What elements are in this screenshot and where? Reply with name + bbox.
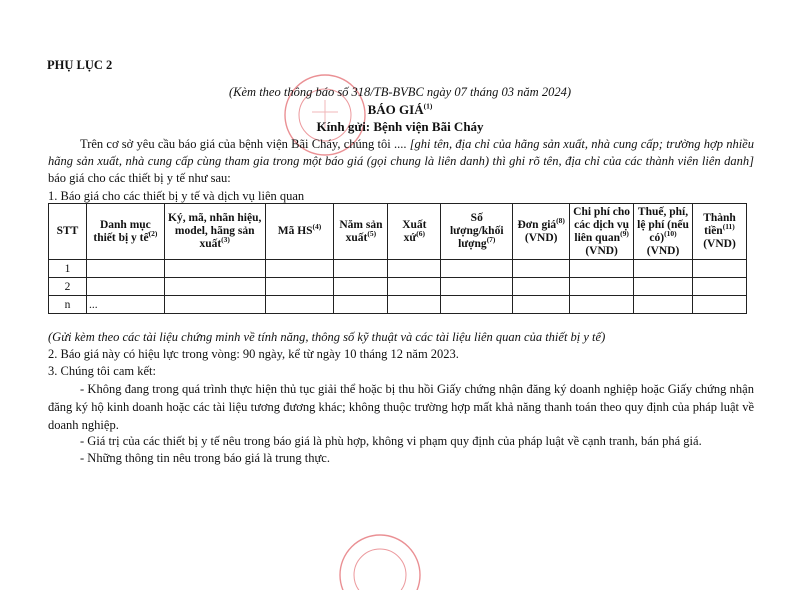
intro-part3: báo giá cho các thiết bị y tế như sau: — [48, 171, 231, 185]
document-title — [0, 102, 800, 118]
table-cell: ... — [86, 296, 164, 314]
header-hs-code: Mã HS$^{(4)}$ — [265, 204, 334, 260]
commitment-item: - Giá trị của các thiết bị y tế nêu trong báo giá là phù hợp, không vi phạm quy định của pháp luật về cạnh tranh, bán phá giá. — [80, 434, 702, 448]
header-quantity: Số lượng/khối lượng$^{(7)}$ — [441, 204, 513, 260]
table-cell — [164, 260, 265, 278]
header-device-list: Danh mục thiết bị y tế$^{(2)}$ — [86, 204, 164, 260]
table-cell — [441, 278, 513, 296]
table-row — [49, 296, 747, 314]
table-cell — [265, 260, 334, 278]
table-cell — [570, 296, 634, 314]
table-cell — [388, 296, 441, 314]
commitment-item: - Không đang trong quá trình thực hiện thủ tục giải thể hoặc bị thu hồi Giấy chứng nhận đăng ký doanh nghiệp hoặc Giấy chứng nhận đăng ký hộ kinh doanh hoặc các tài liệu tương đương khác; không thuộc trường hợp mất khả năng thanh toán theo quy định của pháp luật về doanh nghiệp. — [48, 382, 754, 432]
header-service-cost: Chi phí cho các dịch vụ liên quan$^{(9)}$ (VND) — [570, 204, 634, 260]
table-cell — [334, 278, 388, 296]
table-cell — [388, 260, 441, 278]
table-cell — [634, 278, 693, 296]
quotation-table — [48, 203, 747, 314]
table-row — [49, 260, 747, 278]
table-cell — [513, 278, 570, 296]
table-cell — [634, 260, 693, 278]
table-cell — [441, 260, 513, 278]
table-cell — [334, 296, 388, 314]
header-unit-price: Đơn giá$^{(8)}$ (VND) — [513, 204, 570, 260]
header-origin: Xuất xứ$^{(6)}$ — [388, 204, 441, 260]
table-cell — [570, 278, 634, 296]
header-tax-fee: Thuế, phí, lệ phí (nếu có)$^{(10)}$ (VND) — [634, 204, 693, 260]
table-cell — [441, 296, 513, 314]
header-brand-model: Ký, mã, nhãn hiệu, model, hãng sản xuất$^{(3)}$ — [164, 204, 265, 260]
table-cell — [86, 260, 164, 278]
row-stt: 2 — [49, 278, 87, 296]
section-2-validity: 2. Báo giá này có hiệu lực trong vòng: 90 ngày, kể từ ngày 10 tháng 12 năm 2023. — [48, 347, 459, 361]
table-cell — [164, 278, 265, 296]
header-total: Thành tiền$^{(11)}$ (VND) — [692, 204, 746, 260]
table-cell — [692, 260, 746, 278]
table-cell — [570, 260, 634, 278]
section-1-heading: 1. Báo giá cho các thiết bị y tế và dịch vụ liên quan — [48, 189, 305, 203]
appendix-label: PHỤ LỤC 2 — [47, 58, 113, 72]
table-cell — [634, 296, 693, 314]
title-text: BÁO GIÁ — [367, 102, 424, 117]
intro-part2: [ghi tên, địa chỉ của hãng sản xuất, nhà cung cấp; trường hợp nhiều hãng sản xuất, nhà cung cấp cùng tham gia trong một báo giá (gọi chung là liên danh) thì ghi rõ tên, địa chỉ của các thành viên liên danh] — [48, 137, 754, 168]
attachment-note: (Gửi kèm theo các tài liệu chứng minh về tính năng, thông số kỹ thuật và các tài liệu liên quan của thiết bị y tế) — [48, 330, 606, 344]
table-cell — [334, 260, 388, 278]
title-footnote: (1) — [423, 101, 433, 111]
row-stt: n — [49, 296, 87, 314]
row-stt: 1 — [49, 260, 87, 278]
table-cell — [388, 278, 441, 296]
header-year: Năm sản xuất$^{(5)}$ — [334, 204, 388, 260]
recipient-line: Kính gửi: Bệnh viện Bãi Cháy — [316, 119, 484, 134]
intro-part1: Trên cơ sở yêu cầu báo giá của bệnh viện Bãi Cháy, chúng tôi .... — [80, 137, 410, 151]
table-cell — [692, 278, 746, 296]
intro-paragraph — [48, 136, 754, 187]
reference-line: (Kèm theo thông báo số 318/TB-BVBC ngày 07 tháng 03 năm 2024) — [229, 85, 571, 99]
table-cell — [513, 296, 570, 314]
section-3-heading: 3. Chúng tôi cam kết: — [48, 364, 156, 378]
table-cell — [86, 278, 164, 296]
table-cell — [265, 296, 334, 314]
table-cell — [164, 296, 265, 314]
commitment-item: - Những thông tin nêu trong báo giá là trung thực. — [80, 451, 330, 465]
table-header-row — [49, 204, 747, 260]
table-cell — [265, 278, 334, 296]
seal-stamp-bottom — [335, 530, 425, 590]
table-cell — [692, 296, 746, 314]
table-cell — [513, 260, 570, 278]
header-stt: STT — [49, 204, 87, 260]
table-row — [49, 278, 747, 296]
